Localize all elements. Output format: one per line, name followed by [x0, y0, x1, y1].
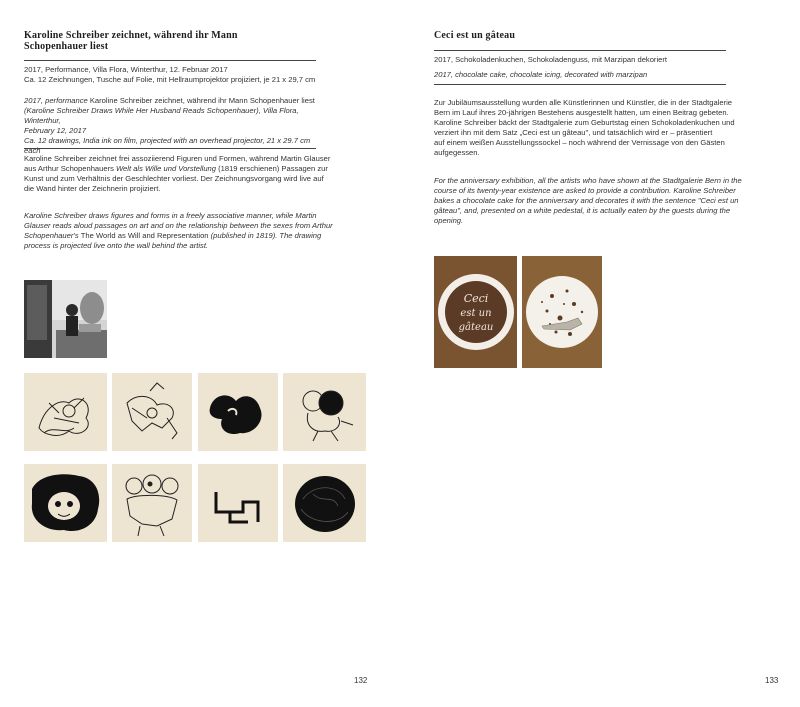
drawing-5 — [24, 464, 107, 542]
page-number-right: 133 — [765, 676, 779, 685]
left-meta-en-line1 — [24, 96, 324, 106]
right-en-line: bakes a chocolate cake for the anniversary and decorates it with the sentence "Ceci est un — [434, 196, 739, 205]
left-meta-en-line3: February 12, 2017 — [24, 126, 87, 135]
right-body-en — [434, 176, 744, 226]
right-title: Ceci est un gâteau — [434, 30, 516, 41]
left-meta-de-line1: 2017, Performance, Villa Flora, Winterthur, 12. Februar 2017 — [24, 65, 228, 74]
body-en-line — [24, 231, 334, 241]
left-meta-en — [24, 96, 324, 156]
right-body-de — [434, 98, 744, 158]
right-meta-en: 2017, chocolate cake, chocolate icing, decorated with marzipan — [434, 70, 648, 79]
right-en-line: For the anniversary exhibition, all the artists who have shown at the Stadtgalerie Bern in the — [434, 176, 742, 185]
page-number-left: 132 — [354, 676, 368, 685]
drawing-8 — [283, 464, 366, 542]
right-de-line: verziert ihn mit dem Satz „Ceci est un gâteau", und tatsächlich wird er – präsentiert — [434, 128, 713, 137]
body-en-line: process is projected live onto the wall behind the artist. — [24, 241, 209, 250]
right-meta-rule — [434, 84, 726, 85]
body-de-line: Karoline Schreiber zeichnet frei assoziierend Figuren und Formen, während Martin Glauser — [24, 154, 331, 163]
right-en-line: gâteau", and, presented on a white pedestal, it is actually eaten by the guests during the — [434, 206, 731, 215]
drawing-3 — [198, 373, 278, 451]
left-meta-de-line2: Ca. 12 Zeichnungen, Tusche auf Folie, mit Hellraumprojektor projiziert, je 21 x 29,7 cm — [24, 75, 316, 84]
drawing-6 — [112, 464, 192, 542]
body-de-book-title: Welt als Wille und Vorstellung — [116, 164, 216, 173]
drawing-7 — [198, 464, 278, 542]
meta-en-year: 2017, performance — [24, 96, 88, 105]
left-title-line1: Karoline Schreiber zeichnet, während ihr Mann — [24, 30, 238, 41]
drawing-4 — [283, 373, 366, 451]
right-en-line: opening. — [434, 216, 464, 225]
body-de-line: die Wand hinter der Zeichnerin projiziert. — [24, 184, 161, 193]
cake-text-3: gâteau — [458, 322, 494, 333]
body-de-frag: (1819 erschienen) Passagen zur — [216, 164, 328, 173]
body-de-line — [24, 164, 334, 174]
cake-photo-eaten — [522, 256, 602, 368]
right-en-line: course of its twenty-year existence are asked to provide a contribution. Karoline Schreiber — [434, 186, 736, 195]
right-page — [400, 0, 800, 707]
left-meta-rule — [24, 148, 316, 149]
left-meta-en-line2: (Karoline Schreiber Draws While Her Husband Reads Schopenhauer), Villa Flora, Winterthur, — [24, 106, 299, 125]
right-meta-de: 2017, Schokoladenkuchen, Schokoladenguss, mit Marzipan dekoriert — [434, 55, 668, 64]
drawing-1 — [24, 373, 107, 451]
cake-text-1: Ceci — [463, 292, 489, 305]
left-title — [24, 30, 324, 52]
cake-text-2: est un — [460, 308, 492, 319]
left-title-rule — [24, 60, 316, 61]
right-de-line: Karoline Schreiber bäckt der Stadtgalerie zum Geburtstag einen Schokoladenkuchen und — [434, 118, 735, 127]
body-de-line: Kunst und zum Verhältnis der Geschlechter vorliest. Der Zeichnungsvorgang wird live auf — [24, 174, 324, 183]
drawing-2 — [112, 373, 192, 451]
body-en-line: Karoline Schreiber draws figures and forms in a freely associative manner, while Martin — [24, 211, 317, 220]
right-de-line: Bern im Lauf ihres 20-jährigen Bestehens ausgestellt hatten, um einen Beitrag gebeten. — [434, 108, 729, 117]
right-de-line: Zur Jubiläumsausstellung wurden alle Künstlerinnen und Künstler, die in der Stadtgalerie — [434, 98, 733, 107]
right-de-line: auf einem weißen Ausstellungssockel – noch während der Vernissage von den Gästen — [434, 138, 725, 147]
performance-photo — [24, 280, 107, 358]
cake-photo-whole — [434, 256, 517, 368]
left-body-de — [24, 154, 334, 194]
left-meta-en-line4: Ca. 12 drawings, India ink on film, projected with an overhead projector, 21 x 29.7 cm each — [24, 136, 311, 155]
left-title-line2: Schopenhauer liest — [24, 41, 109, 52]
left-body-en — [24, 211, 334, 251]
left-meta-de — [24, 65, 324, 85]
right-de-line: aufgegessen. — [434, 148, 480, 157]
body-en-line: Glauser reads aloud passages on art and on the relationship between the sexes from Arthur — [24, 221, 333, 230]
meta-en-title-de: Karoline Schreiber zeichnet, während ihr Mann Schopenhauer liest — [87, 96, 315, 105]
body-de-frag: aus Arthur Schopenhauers — [24, 164, 117, 173]
body-en-book-title: The World as Will and Representation — [80, 231, 209, 240]
body-en-frag: (published in 1819). The drawing — [208, 231, 322, 240]
right-title-rule — [434, 50, 726, 51]
body-en-frag: Schopenhauer's — [24, 231, 81, 240]
